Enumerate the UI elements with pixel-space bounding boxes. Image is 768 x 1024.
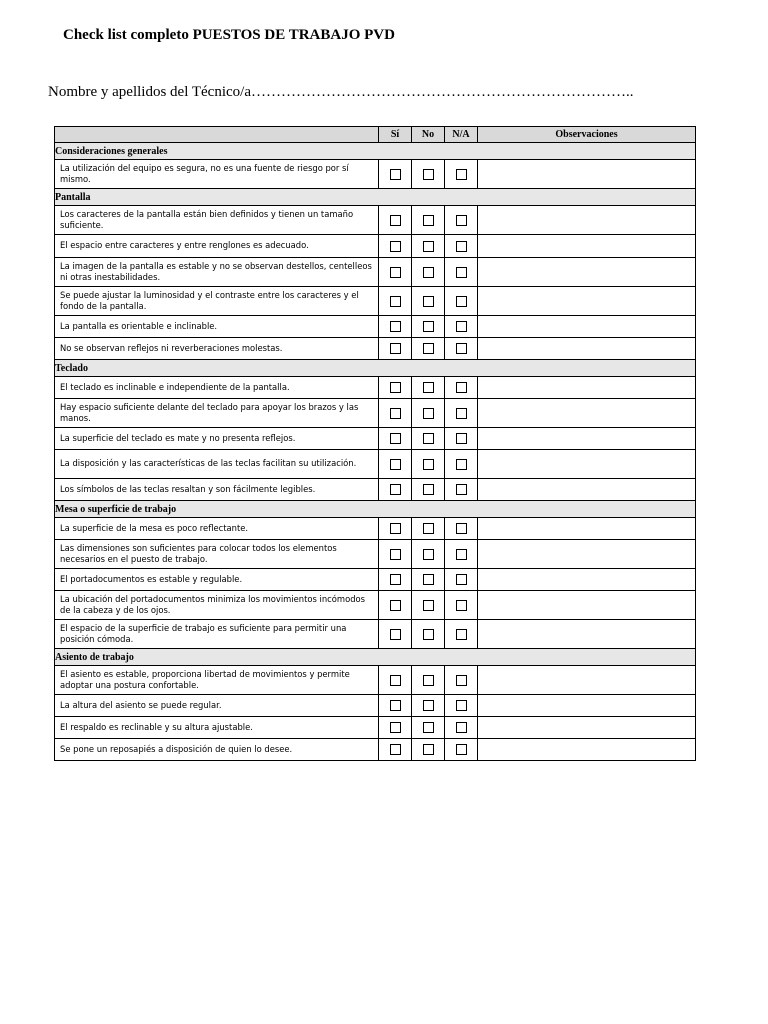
observaciones-field[interactable]: [478, 206, 696, 235]
cell-na: [445, 540, 478, 569]
checklist-row: [55, 479, 696, 501]
checklist-row: [55, 739, 696, 761]
cell-si: [379, 450, 412, 479]
cell-na: [445, 338, 478, 360]
item-description: No se observan reflejos ni reverberaciones molestas.: [55, 338, 379, 360]
checklist-row: [55, 338, 696, 360]
checkbox-si[interactable]: [390, 484, 401, 495]
checkbox-na[interactable]: [456, 215, 467, 226]
observaciones-field[interactable]: [478, 569, 696, 591]
checkbox-no[interactable]: [423, 700, 434, 711]
cell-no: [412, 206, 445, 235]
checkbox-no[interactable]: [423, 321, 434, 332]
cell-no: [412, 428, 445, 450]
checklist-row: [55, 666, 696, 695]
cell-no: [412, 620, 445, 649]
observaciones-field[interactable]: [478, 695, 696, 717]
checkbox-na[interactable]: [456, 600, 467, 611]
checkbox-no[interactable]: [423, 343, 434, 354]
checkbox-si[interactable]: [390, 600, 401, 611]
checklist-row: [55, 399, 696, 428]
observaciones-field[interactable]: [478, 377, 696, 399]
cell-no: [412, 338, 445, 360]
checkbox-no[interactable]: [423, 267, 434, 278]
checkbox-na[interactable]: [456, 744, 467, 755]
cell-si: [379, 235, 412, 258]
cell-no: [412, 399, 445, 428]
item-description: La superficie de la mesa es poco reflectante.: [55, 518, 379, 540]
technician-name-line: Nombre y apellidos del Técnico/a…………………………………………………………………..: [48, 84, 634, 100]
item-description: El espacio de la superficie de trabajo es suficiente para permitir una posición cómoda.: [55, 620, 379, 649]
header-row: [55, 127, 696, 143]
checklist-body: [55, 143, 696, 761]
header-na: N/A: [445, 127, 478, 143]
observaciones-field[interactable]: [478, 338, 696, 360]
checkbox-si[interactable]: [390, 408, 401, 419]
checkbox-no[interactable]: [423, 215, 434, 226]
checkbox-na[interactable]: [456, 169, 467, 180]
item-description: El espacio entre caracteres y entre renglones es adecuado.: [55, 235, 379, 258]
cell-no: [412, 235, 445, 258]
checkbox-no[interactable]: [423, 675, 434, 686]
cell-na: [445, 479, 478, 501]
checklist-row: [55, 258, 696, 287]
checkbox-na[interactable]: [456, 722, 467, 733]
checklist-row: [55, 518, 696, 540]
checkbox-no[interactable]: [423, 744, 434, 755]
checkbox-na[interactable]: [456, 343, 467, 354]
cell-si: [379, 338, 412, 360]
cell-na: [445, 377, 478, 399]
checkbox-na[interactable]: [456, 241, 467, 252]
checkbox-si[interactable]: [390, 267, 401, 278]
header-item: [55, 127, 379, 143]
checkbox-na[interactable]: [456, 321, 467, 332]
checkbox-si[interactable]: [390, 744, 401, 755]
cell-no: [412, 287, 445, 316]
cell-na: [445, 258, 478, 287]
section-row: [55, 501, 696, 518]
cell-si: [379, 540, 412, 569]
checkbox-si[interactable]: [390, 321, 401, 332]
cell-na: [445, 518, 478, 540]
cell-na: [445, 316, 478, 338]
checkbox-na[interactable]: [456, 675, 467, 686]
cell-na: [445, 569, 478, 591]
checkbox-no[interactable]: [423, 241, 434, 252]
cell-na: [445, 695, 478, 717]
cell-no: [412, 258, 445, 287]
checklist-row: [55, 717, 696, 739]
checkbox-na[interactable]: [456, 574, 467, 585]
checkbox-na[interactable]: [456, 549, 467, 560]
cell-na: [445, 160, 478, 189]
checkbox-na[interactable]: [456, 459, 467, 470]
checkbox-na[interactable]: [456, 629, 467, 640]
cell-no: [412, 160, 445, 189]
checkbox-si[interactable]: [390, 215, 401, 226]
cell-no: [412, 591, 445, 620]
checkbox-no[interactable]: [423, 433, 434, 444]
observaciones-field[interactable]: [478, 316, 696, 338]
checklist-row: [55, 620, 696, 649]
checkbox-no[interactable]: [423, 169, 434, 180]
checklist-row: [55, 450, 696, 479]
checklist-row: [55, 287, 696, 316]
item-description: La utilización del equipo es segura, no es una fuente de riesgo por sí mismo.: [55, 160, 379, 189]
cell-no: [412, 450, 445, 479]
observaciones-field[interactable]: [478, 258, 696, 287]
checkbox-si[interactable]: [390, 574, 401, 585]
header-si: Sí: [379, 127, 412, 143]
checkbox-si[interactable]: [390, 675, 401, 686]
observaciones-field[interactable]: [478, 739, 696, 761]
cell-si: [379, 695, 412, 717]
checkbox-na[interactable]: [456, 484, 467, 495]
item-description: Se puede ajustar la luminosidad y el contraste entre los caracteres y el fondo de la pantalla.: [55, 287, 379, 316]
observaciones-field[interactable]: [478, 160, 696, 189]
checklist-table: [54, 126, 696, 761]
observaciones-field[interactable]: [478, 287, 696, 316]
checklist-row: [55, 569, 696, 591]
section-row: [55, 360, 696, 377]
checkbox-si[interactable]: [390, 296, 401, 307]
cell-si: [379, 518, 412, 540]
cell-si: [379, 316, 412, 338]
checkbox-si[interactable]: [390, 523, 401, 534]
section-row: [55, 143, 696, 160]
item-description: La superficie del teclado es mate y no presenta reflejos.: [55, 428, 379, 450]
cell-na: [445, 666, 478, 695]
checkbox-si[interactable]: [390, 629, 401, 640]
cell-si: [379, 206, 412, 235]
cell-si: [379, 377, 412, 399]
checklist-row: [55, 377, 696, 399]
checklist-row: [55, 591, 696, 620]
checkbox-no[interactable]: [423, 382, 434, 393]
checkbox-na[interactable]: [456, 433, 467, 444]
checkbox-na[interactable]: [456, 267, 467, 278]
item-description: El respaldo es reclinable y su altura ajustable.: [55, 717, 379, 739]
checklist-row: [55, 695, 696, 717]
checkbox-si[interactable]: [390, 433, 401, 444]
observaciones-field[interactable]: [478, 399, 696, 428]
cell-si: [379, 258, 412, 287]
cell-si: [379, 479, 412, 501]
cell-na: [445, 717, 478, 739]
checkbox-na[interactable]: [456, 408, 467, 419]
cell-no: [412, 666, 445, 695]
section-title: Pantalla: [55, 189, 696, 206]
checkbox-na[interactable]: [456, 700, 467, 711]
observaciones-field[interactable]: [478, 591, 696, 620]
checkbox-na[interactable]: [456, 382, 467, 393]
cell-na: [445, 399, 478, 428]
checkbox-no[interactable]: [423, 523, 434, 534]
cell-si: [379, 717, 412, 739]
cell-no: [412, 377, 445, 399]
item-description: Las dimensiones son suficientes para colocar todos los elementos necesarios en el puesto de trabajo.: [55, 540, 379, 569]
checkbox-no[interactable]: [423, 484, 434, 495]
cell-no: [412, 739, 445, 761]
checklist-row: [55, 428, 696, 450]
checkbox-no[interactable]: [423, 574, 434, 585]
checkbox-no[interactable]: [423, 722, 434, 733]
header-no: No: [412, 127, 445, 143]
checkbox-si[interactable]: [390, 722, 401, 733]
checkbox-si[interactable]: [390, 169, 401, 180]
checklist-row: [55, 160, 696, 189]
item-description: Se pone un reposapiés a disposición de quien lo desee.: [55, 739, 379, 761]
observaciones-field[interactable]: [478, 518, 696, 540]
checklist-row: [55, 316, 696, 338]
checkbox-si[interactable]: [390, 549, 401, 560]
cell-si: [379, 666, 412, 695]
cell-no: [412, 717, 445, 739]
item-description: La imagen de la pantalla es estable y no se observan destellos, centelleos ni otras inestabilidades.: [55, 258, 379, 287]
item-description: La pantalla es orientable e inclinable.: [55, 316, 379, 338]
checkbox-si[interactable]: [390, 241, 401, 252]
item-description: Los símbolos de las teclas resaltan y son fácilmente legibles.: [55, 479, 379, 501]
checkbox-si[interactable]: [390, 700, 401, 711]
observaciones-field[interactable]: [478, 666, 696, 695]
cell-si: [379, 591, 412, 620]
section-title: Asiento de trabajo: [55, 649, 696, 666]
cell-na: [445, 450, 478, 479]
item-description: El asiento es estable, proporciona libertad de movimientos y permite adoptar una postura confortable.: [55, 666, 379, 695]
cell-no: [412, 316, 445, 338]
observaciones-field[interactable]: [478, 620, 696, 649]
observaciones-field[interactable]: [478, 450, 696, 479]
item-description: La ubicación del portadocumentos minimiza los movimientos incómodos de la cabeza y de los ojos.: [55, 591, 379, 620]
cell-no: [412, 569, 445, 591]
checkbox-no[interactable]: [423, 459, 434, 470]
item-description: La disposición y las características de las teclas facilitan su utilización.: [55, 450, 379, 479]
header-observaciones: Observaciones: [478, 127, 696, 143]
section-row: [55, 189, 696, 206]
observaciones-field[interactable]: [478, 540, 696, 569]
observaciones-field[interactable]: [478, 428, 696, 450]
cell-no: [412, 695, 445, 717]
cell-na: [445, 287, 478, 316]
checkbox-na[interactable]: [456, 523, 467, 534]
cell-si: [379, 620, 412, 649]
item-description: El teclado es inclinable e independiente de la pantalla.: [55, 377, 379, 399]
checkbox-na[interactable]: [456, 296, 467, 307]
checklist-row: [55, 540, 696, 569]
cell-si: [379, 739, 412, 761]
item-description: El portadocumentos es estable y regulable.: [55, 569, 379, 591]
cell-si: [379, 428, 412, 450]
section-row: [55, 649, 696, 666]
cell-na: [445, 428, 478, 450]
cell-no: [412, 540, 445, 569]
cell-na: [445, 591, 478, 620]
observaciones-field[interactable]: [478, 717, 696, 739]
section-title: Consideraciones generales: [55, 143, 696, 160]
cell-no: [412, 518, 445, 540]
cell-si: [379, 399, 412, 428]
cell-si: [379, 160, 412, 189]
item-description: Hay espacio suficiente delante del teclado para apoyar los brazos y las manos.: [55, 399, 379, 428]
checkbox-no[interactable]: [423, 549, 434, 560]
section-title: Mesa o superficie de trabajo: [55, 501, 696, 518]
document-title: Check list completo PUESTOS DE TRABAJO PVD: [63, 27, 395, 43]
section-title: Teclado: [55, 360, 696, 377]
cell-si: [379, 287, 412, 316]
observaciones-field[interactable]: [478, 479, 696, 501]
item-description: Los caracteres de la pantalla están bien definidos y tienen un tamaño suficiente.: [55, 206, 379, 235]
checkbox-no[interactable]: [423, 296, 434, 307]
checklist-row: [55, 235, 696, 258]
checkbox-no[interactable]: [423, 408, 434, 419]
cell-si: [379, 569, 412, 591]
checklist-row: [55, 206, 696, 235]
cell-no: [412, 479, 445, 501]
cell-na: [445, 739, 478, 761]
cell-na: [445, 235, 478, 258]
cell-na: [445, 620, 478, 649]
checkbox-si[interactable]: [390, 459, 401, 470]
observaciones-field[interactable]: [478, 235, 696, 258]
checkbox-si[interactable]: [390, 382, 401, 393]
checkbox-si[interactable]: [390, 343, 401, 354]
cell-na: [445, 206, 478, 235]
checkbox-no[interactable]: [423, 629, 434, 640]
checkbox-no[interactable]: [423, 600, 434, 611]
item-description: La altura del asiento se puede regular.: [55, 695, 379, 717]
